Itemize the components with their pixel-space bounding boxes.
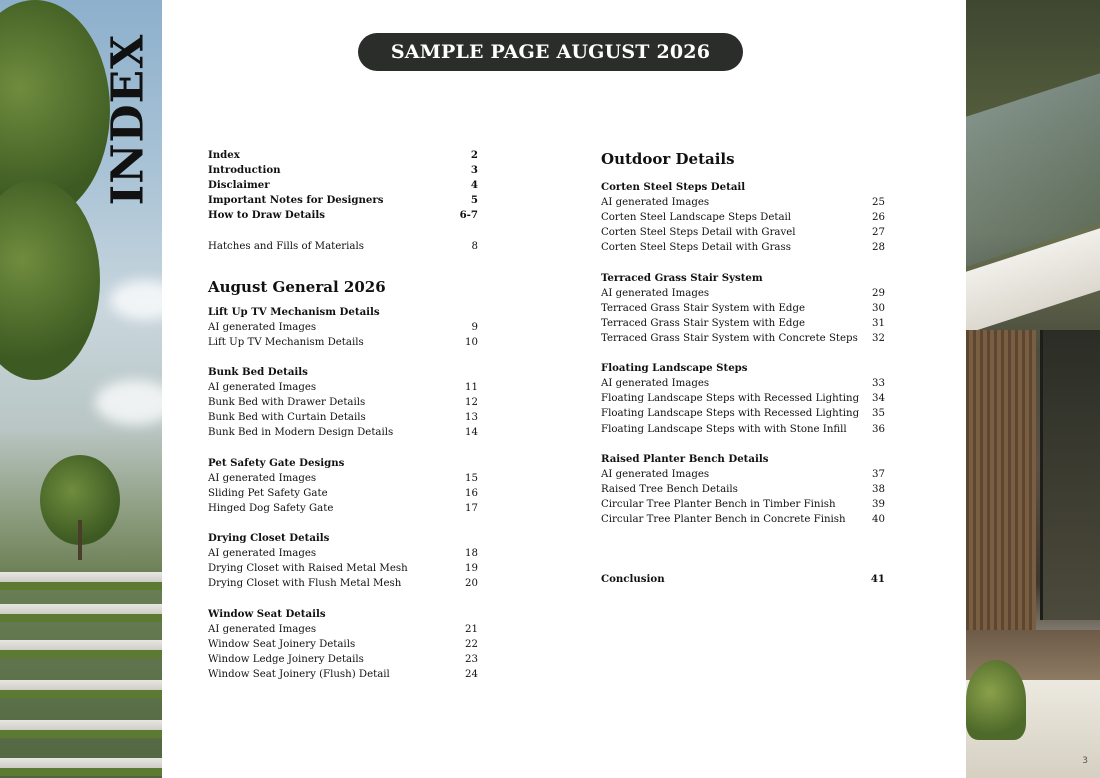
toc-entry-title: AI generated Images [208, 472, 317, 484]
toc-entry[interactable] [208, 667, 478, 682]
toc-entry-title: Floating Landscape Steps with Recessed Lighting [601, 393, 860, 405]
toc-entry-title: AI generated Images [208, 623, 317, 635]
toc-entry-title: Window Seat Joinery (Flush) Detail [208, 668, 390, 680]
toc-entry-title: How to Draw Details [208, 209, 326, 222]
toc-entry[interactable] [208, 546, 478, 561]
toc-entry-title: Disclaimer [208, 179, 270, 192]
section-title-august-general: August General 2026 [208, 277, 386, 296]
toc-group-heading-text: Terraced Grass Stair System [601, 271, 763, 284]
toc-entry-page: 37 [872, 468, 885, 480]
garden-step [0, 758, 162, 776]
toc-group-heading[interactable] [601, 361, 885, 376]
toc-entry[interactable] [601, 406, 885, 421]
toc-entry[interactable] [208, 486, 478, 501]
page-title: SAMPLE PAGE AUGUST 2026 [390, 41, 711, 63]
toc-group-heading[interactable] [601, 271, 885, 286]
toc-entry[interactable] [208, 178, 478, 193]
toc-entry[interactable] [601, 482, 885, 497]
toc-entry-page: 29 [872, 287, 885, 299]
toc-entry-title: Hinged Dog Safety Gate [208, 502, 334, 514]
toc-entry[interactable] [601, 210, 885, 225]
toc-entry[interactable] [208, 576, 478, 591]
toc-entry[interactable] [208, 208, 478, 223]
toc-entry[interactable] [601, 376, 885, 391]
toc-group-heading-text: Window Seat Details [208, 607, 326, 620]
tree-trunk [78, 520, 82, 560]
toc-entry-title: Conclusion [601, 573, 665, 586]
garden-step [0, 720, 162, 738]
toc-entry-page: 11 [465, 382, 478, 394]
toc-entry[interactable] [601, 512, 885, 527]
toc-entry[interactable] [601, 225, 885, 240]
toc-entry-title: Circular Tree Planter Bench in Timber Finish [601, 498, 836, 510]
tree-shape [0, 180, 100, 380]
toc-entry-title: Terraced Grass Stair System with Concrete Steps [601, 332, 858, 344]
toc-entry-page: 25 [872, 197, 885, 209]
toc-group-heading-text: Drying Closet Details [208, 532, 330, 545]
toc-entry-title: Bunk Bed in Modern Design Details [208, 427, 394, 439]
toc-entry-page: 13 [465, 412, 478, 424]
section-title-outdoor-details: Outdoor Details [601, 150, 735, 168]
toc-group-heading-text: Pet Safety Gate Designs [208, 456, 345, 469]
toc-entry-page: 38 [872, 483, 885, 495]
toc-entry-title: Lift Up TV Mechanism Details [208, 336, 364, 348]
toc-entry[interactable] [208, 622, 478, 637]
garden-step [0, 680, 162, 698]
toc-entry[interactable] [601, 391, 885, 406]
toc-entry-title: AI generated Images [208, 548, 317, 560]
corner-page-number: 3 [1082, 756, 1088, 766]
toc-entry-page: 24 [465, 668, 478, 680]
garden-step [0, 572, 162, 590]
toc-entry-title: Raised Tree Bench Details [601, 483, 738, 495]
toc-entry[interactable] [601, 301, 885, 316]
toc-entry-page: 26 [872, 212, 885, 224]
toc-entry-page: 36 [872, 423, 885, 435]
flower-bush [966, 660, 1026, 740]
toc-entry-title: AI generated Images [601, 468, 710, 480]
toc-entry-page: 41 [870, 573, 885, 586]
page-header [358, 33, 743, 71]
toc-entry-page: 23 [465, 653, 478, 665]
toc-entry-page: 8 [471, 240, 478, 252]
toc-entry-title: AI generated Images [208, 321, 317, 333]
toc-entry[interactable] [601, 195, 885, 210]
toc-group-heading[interactable] [208, 531, 478, 546]
toc-entry-title: Introduction [208, 164, 281, 177]
toc-entry-page: 27 [872, 227, 885, 239]
toc-group-heading[interactable] [208, 456, 478, 471]
toc-entry-page: 15 [465, 472, 478, 484]
toc-entry-page: 14 [465, 427, 478, 439]
toc-entry-title: AI generated Images [601, 197, 710, 209]
toc-entry-title: Floating Landscape Steps with with Stone Infill [601, 423, 847, 435]
toc-entry-page: 19 [465, 563, 478, 575]
toc-entry-title: Terraced Grass Stair System with Edge [601, 302, 805, 314]
toc-entry[interactable] [208, 239, 478, 254]
toc-entry-title: Floating Landscape Steps with Recessed Lighting [601, 408, 860, 420]
toc-entry-page: 28 [872, 242, 885, 254]
toc-entry-page: 35 [872, 408, 885, 420]
toc-entry-title: Corten Steel Landscape Steps Detail [601, 212, 792, 224]
toc-entry[interactable] [601, 422, 885, 437]
index-side-title [102, 33, 154, 205]
toc-entry[interactable] [208, 561, 478, 576]
toc-entry-page: 3 [470, 164, 478, 177]
toc-entry-conclusion[interactable] [601, 572, 885, 587]
toc-entry-page: 9 [471, 321, 478, 333]
toc-entry[interactable] [601, 497, 885, 512]
toc-entry-page: 17 [465, 502, 478, 514]
toc-entry-page: 18 [465, 548, 478, 560]
toc-entry-title: Drying Closet with Raised Metal Mesh [208, 563, 408, 575]
toc-entry-page: 12 [465, 397, 478, 409]
toc-entry-title: Window Seat Joinery Details [208, 638, 356, 650]
toc-entry-title: Circular Tree Planter Bench in Concrete Finish [601, 514, 846, 526]
toc-entry[interactable] [601, 316, 885, 331]
toc-group-heading[interactable] [601, 452, 885, 467]
cloud-shape [110, 280, 162, 320]
toc-entry-title: Bunk Bed with Drawer Details [208, 397, 366, 409]
toc-entry-page: 33 [872, 378, 885, 390]
index-side-title-text: INDEX [102, 33, 154, 205]
toc-entry-title: AI generated Images [208, 382, 317, 394]
toc-entry[interactable] [208, 148, 478, 163]
toc-entry-title: Corten Steel Steps Detail with Grass [601, 242, 791, 254]
toc-entry-page: 6-7 [459, 209, 478, 222]
toc-left-column [208, 148, 478, 682]
toc-entry[interactable] [601, 286, 885, 301]
toc-group-heading[interactable] [208, 365, 478, 380]
toc-entry[interactable] [208, 193, 478, 208]
cloud-shape [95, 380, 162, 425]
toc-entry[interactable] [601, 467, 885, 482]
toc-entry[interactable] [208, 410, 478, 425]
toc-entry-title: Hatches and Fills of Materials [208, 240, 364, 252]
toc-entry-title: Corten Steel Steps Detail with Gravel [601, 227, 796, 239]
toc-group-heading[interactable] [601, 180, 885, 195]
glass-window [1040, 330, 1100, 620]
toc-entry-title: Bunk Bed with Curtain Details [208, 412, 366, 424]
left-photo-panel [0, 0, 162, 778]
wood-cladding [966, 330, 1036, 630]
toc-group-heading-text: Floating Landscape Steps [601, 362, 748, 375]
toc-entry[interactable] [208, 163, 478, 178]
toc-entry[interactable] [208, 425, 478, 440]
toc-entry-page: 2 [470, 149, 478, 161]
toc-entry-page: 30 [872, 302, 885, 314]
toc-entry-title: Drying Closet with Flush Metal Mesh [208, 578, 402, 590]
toc-entry-page: 32 [872, 332, 885, 344]
toc-entry[interactable] [601, 240, 885, 255]
toc-entry-page: 40 [872, 514, 885, 526]
toc-entry-page: 39 [872, 498, 885, 510]
garden-step [0, 640, 162, 658]
toc-entry-page: 10 [465, 336, 478, 348]
toc-entry[interactable] [208, 335, 478, 350]
toc-entry-page: 20 [465, 578, 478, 590]
toc-entry[interactable] [208, 637, 478, 652]
toc-entry[interactable] [208, 471, 478, 486]
toc-entry-page: 21 [465, 623, 478, 635]
toc-entry[interactable] [208, 652, 478, 667]
toc-group-heading-text: Corten Steel Steps Detail [601, 181, 746, 193]
toc-group-heading[interactable] [208, 305, 478, 320]
toc-group-heading-text: Lift Up TV Mechanism Details [208, 305, 380, 318]
toc-entry[interactable] [208, 380, 478, 395]
right-photo-panel [966, 0, 1100, 778]
toc-entry-title: AI generated Images [601, 287, 710, 299]
toc-group-heading-text: Raised Planter Bench Details [601, 452, 769, 465]
toc-entry[interactable] [208, 501, 478, 516]
toc-right-column [601, 148, 885, 587]
toc-entry-title: Sliding Pet Safety Gate [208, 487, 328, 499]
toc-entry-page: 5 [470, 194, 478, 207]
toc-entry-title: Terraced Grass Stair System with Edge [601, 317, 805, 329]
toc-entry-page: 4 [470, 179, 478, 192]
toc-entry-page: 31 [872, 317, 885, 329]
toc-entry-title: Important Notes for Designers [208, 194, 384, 207]
toc-entry-title: Window Ledge Joinery Details [208, 653, 364, 665]
toc-entry-title: Index [208, 149, 240, 161]
toc-entry-page: 22 [465, 638, 478, 650]
toc-entry[interactable] [208, 395, 478, 410]
toc-entry-page: 16 [465, 487, 478, 499]
toc-entry-title: AI generated Images [601, 378, 710, 390]
toc-entry-page: 34 [872, 393, 885, 405]
toc-entry[interactable] [208, 320, 478, 335]
toc-group-heading-text: Bunk Bed Details [208, 366, 308, 379]
toc-entry[interactable] [601, 331, 885, 346]
toc-group-heading[interactable] [208, 607, 478, 622]
garden-step [0, 604, 162, 622]
